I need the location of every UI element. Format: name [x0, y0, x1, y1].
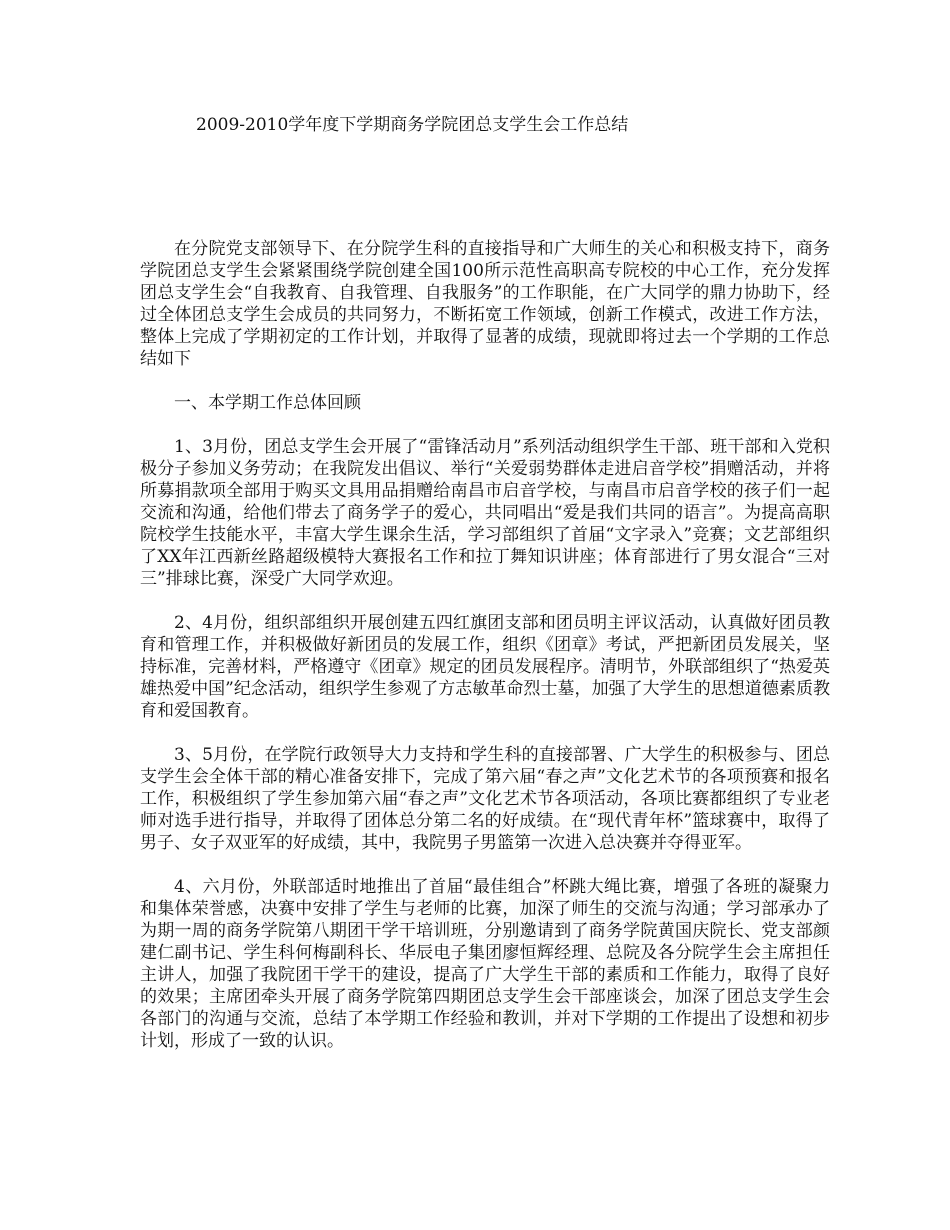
- document-body: [140, 238, 830, 1074]
- item-paragraph-3: 3、5月份，在学院行政领导大力支持和学生科的直接部署、广大学生的积极参与、团总支学生会全体干部的精心准备安排下，完成了第六届“春之声”文化艺术节的各项预赛和报名工作，积极组织了学生参加第六届“春之声”文化艺术节各项活动，各项比赛都组织了专业老师对选手进行指导，并取得了团体总分第二名的好成绩。在“现代青年杯”篮球赛中，取得了男子、女子双亚军的好成绩，其中，我院男子男篮第一次进入总决赛并夺得亚军。: [140, 745, 830, 853]
- section-heading: 一、本学期工作总体回顾: [174, 393, 361, 413]
- item-paragraph-1: 1、3月份，团总支学生会开展了“雷锋活动月”系列活动组织学生干部、班干部和入党积极分子参加义务劳动；在我院发出倡议、举行“关爱弱势群体走进启音学校”捐赠活动，并将所募捐款项全部用于购买文具用品捐赠给南昌市启音学校，与南昌市启音学校的孩子们一起交流和沟通，给他们带去了商务学子的爱心，共同唱出“爱是我们共同的语言”。为提高高职院校学生技能水平，丰富大学生课余生活，学习部组织了首届“文字录入”竞赛；文艺部组织了XX年江西新丝路超级模特大赛报名工作和拉丁舞知识讲座；体育部进行了男女混合“三对三”排球比赛，深受广大同学欢迎。: [140, 437, 830, 589]
- intro-paragraph: 在分院党支部领导下、在分院学生科的直接指导和广大师生的关心和积极支持下，商务学院团总支学生会紧紧围绕学院创建全国100所示范性高职高专院校的中心工作，充分发挥团总支学生会“自我教育、自我管理、自我服务”的工作职能，在广大同学的鼎力协助下，经过全体团总支学生会成员的共同努力，不断拓宽工作领域，创新工作模式，改进工作方法，整体上完成了学期初定的工作计划，并取得了显著的成绩，现就即将过去一个学期的工作总结如下: [140, 239, 830, 369]
- item-paragraph-4: 4、六月份，外联部适时地推出了首届“最佳组合”杯跳大绳比赛，增强了各班的凝聚力和集体荣誉感，决赛中安排了学生与老师的比赛，加深了师生的交流与沟通；学习部承办了为期一周的商务学院第八期团干学干培训班，分别邀请到了商务学院黄国庆院长、党支部颜建仁副书记、学生科何梅副科长、华辰电子集团廖恒辉经理、总院及各分院学生会主席担任主讲人，加强了我院团干学干的建设，提高了广大学生干部的素质和工作能力，取得了良好的效果；主席团牵头开展了商务学院第四期团总支学生会干部座谈会，加深了团总支学生会各部门的沟通与交流，总结了本学期工作经验和教训，并对下学期的工作提出了设想和初步计划，形成了一致的认识。: [140, 877, 830, 1051]
- item-paragraph-2: 2、4月份，组织部组织开展创建五四红旗团支部和团员明主评议活动，认真做好团员教育和管理工作，并积极做好新团员的发展工作，组织《团章》考试，严把新团员发展关，坚持标准，完善材料，严格遵守《团章》规定的团员发展程序。清明节，外联部组织了“热爱英雄热爱中国”纪念活动，组织学生参观了方志敏革命烈士墓，加强了大学生的思想道德素质教育和爱国教育。: [140, 613, 830, 721]
- document-title: 2009-2010学年度下学期商务学院团总支学生会工作总结: [196, 115, 629, 135]
